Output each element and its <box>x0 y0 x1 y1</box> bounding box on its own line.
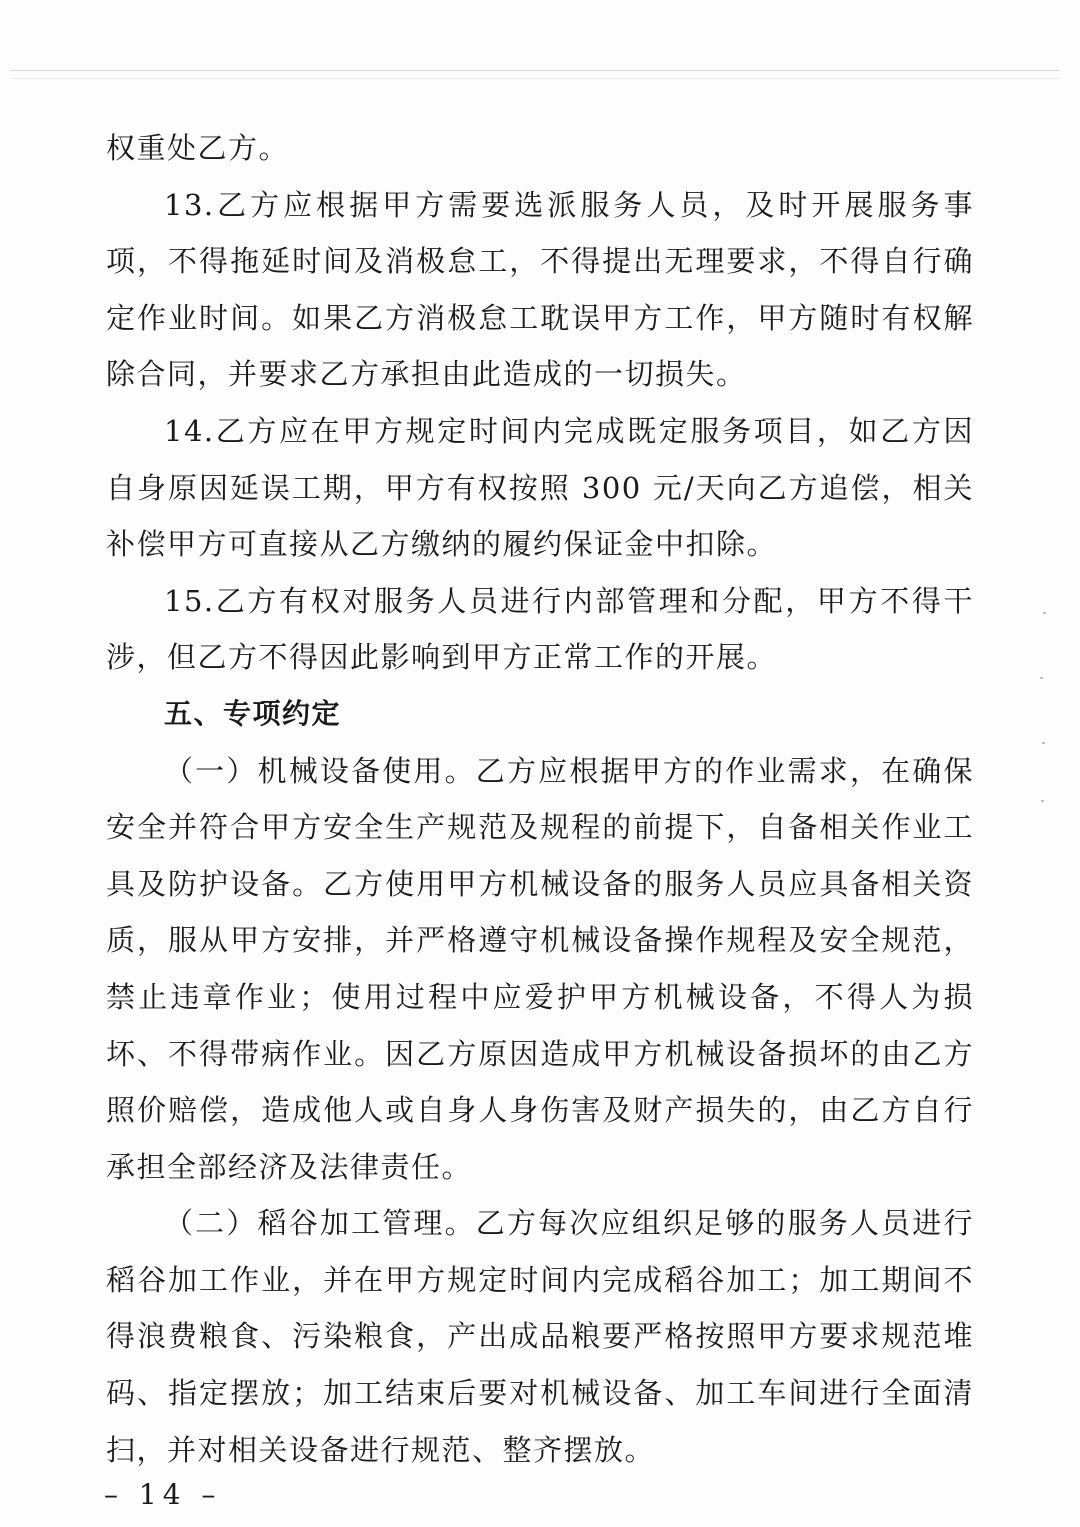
paragraph-continuation: 权重处乙方。 <box>106 131 290 165</box>
scan-speck <box>1040 677 1043 679</box>
scan-speck <box>1043 612 1046 614</box>
subsection-rice-processing: （二）稻谷加工管理。乙方每次应组织足够的服务人员进行稻谷加工作业，并在甲方规定时间内完成稻谷加工；加工期间不得浪费粮食、污染粮食，产出成品粮要严格按照甲方要求规范堆码、指定摆放；加工结束后要对机械设备、加工车间进行全面清扫，并对相关设备进行规范、整齐摆放。 <box>106 1206 974 1467</box>
subsection-equipment-use: （一）机械设备使用。乙方应根据甲方的作业需求，在确保安全并符合甲方安全生产规范及规程的前提下，自备相关作业工具及防护设备。乙方使用甲方机械设备的服务人员应具备相关资质，服从甲方安排，并严格遵守机械设备操作规程及安全规范，禁止违章作业；使用过程中应爱护甲方机械设备，不得人为损坏、不得带病作业。因乙方原因造成甲方机械设备损坏的由乙方照价赔偿，造成他人或自身人身伤害及财产损失的，由乙方自行承担全部经济及法律责任。 <box>106 753 974 1184</box>
clause-15: 15.乙方有权对服务人员进行内部管理和分配，甲方不得干涉，但乙方不得因此影响到甲方正常工作的开展。 <box>106 583 974 675</box>
clause-14: 14.乙方应在甲方规定时间内完成既定服务项目，如乙方因自身原因延误工期，甲方有权按照 300 元/天向乙方追偿，相关补偿甲方可直接从乙方缴纳的履约保证金中扣除。 <box>106 413 974 562</box>
header-rule-secondary <box>10 78 1060 79</box>
document-body <box>106 120 974 1478</box>
section-heading-special-terms: 五、专项约定 <box>164 696 342 730</box>
clause-13: 13.乙方应根据甲方需要选派服务人员，及时开展服务事项，不得拖延时间及消极怠工，不得提出无理要求，不得自行确定作业时间。如果乙方消极怠工耽误甲方工作，甲方随时有权解除合同，并要求乙方承担由此造成的一切损失。 <box>106 187 974 392</box>
header-rule <box>10 70 1060 71</box>
scan-speck <box>1042 742 1045 744</box>
page-number: – 14 – <box>104 1478 222 1511</box>
scan-speck <box>1041 800 1044 802</box>
